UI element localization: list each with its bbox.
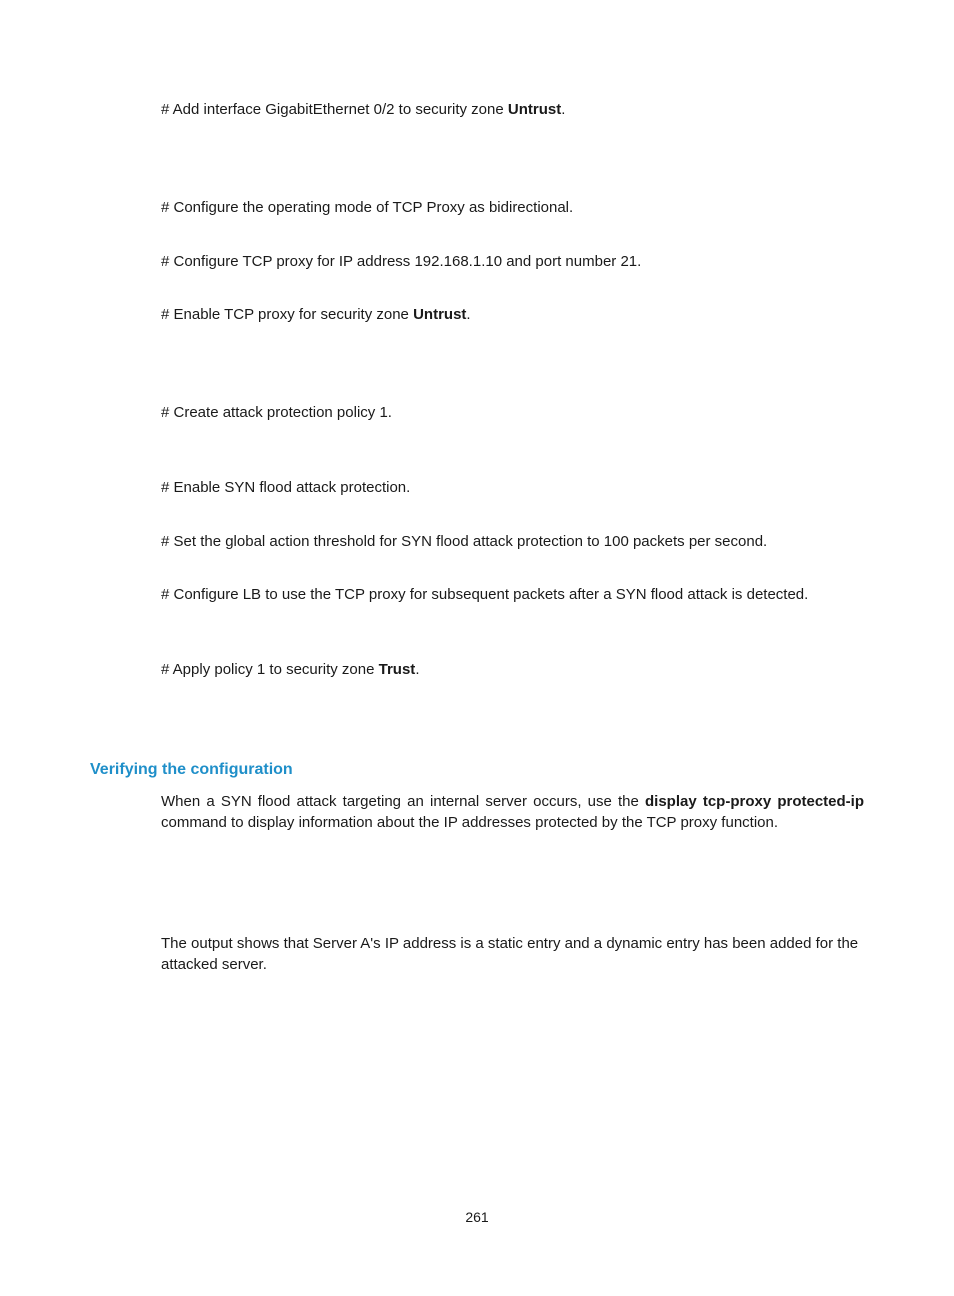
section-heading: Verifying the configuration (90, 761, 293, 778)
step-add-interface: # Add interface GigabitEthernet 0/2 to security zone Untrust. (161, 101, 566, 118)
step-configure-mode: # Configure the operating mode of TCP Proxy as bidirectional. (161, 199, 574, 216)
step-enable-syn-flood: # Enable SYN flood attack protection. (161, 479, 411, 496)
step-apply-policy: # Apply policy 1 to security zone Trust. (161, 661, 420, 678)
zone-name: Trust (378, 661, 416, 678)
step-enable-proxy-zone: # Enable TCP proxy for security zone Untrust. (161, 306, 471, 323)
zone-name: Untrust (413, 306, 467, 323)
page-number: 261 (465, 1209, 489, 1225)
zone-name: Untrust (507, 101, 562, 118)
step-create-policy: # Create attack protection policy 1. (161, 404, 392, 421)
step-set-threshold: # Set the global action threshold for SYN flood attack protection to 100 packets per second. (161, 533, 768, 550)
verify-intro-paragraph: When a SYN flood attack targeting an internal server occurs, use the display tcp-proxy protected-ip command to display information about the IP addresses protected by the TCP proxy function. (161, 793, 864, 831)
step-configure-lb: # Configure LB to use the TCP proxy for subsequent packets after a SYN flood attack is detected. (161, 586, 809, 603)
step-configure-proxy-ip: # Configure TCP proxy for IP address 192.168.1.10 and port number 21. (161, 253, 642, 270)
command-name: display tcp-proxy protected-ip (645, 793, 864, 810)
verify-result-paragraph: The output shows that Server A's IP address is a static entry and a dynamic entry has been added for the attacked server. (161, 935, 859, 973)
